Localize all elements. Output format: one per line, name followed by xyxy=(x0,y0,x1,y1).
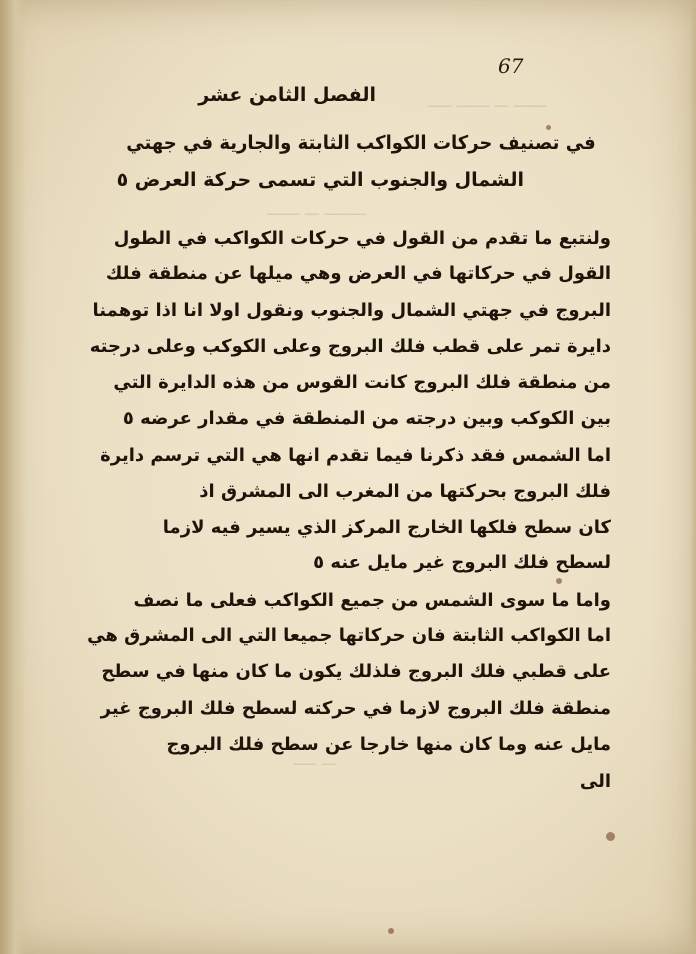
bleed-through: ـــــــ ـــ ـــــــــ xyxy=(266,200,366,219)
body-line-6: بين الكوكب وبين درجته من المنطقة في مقدار عرضه ٥ xyxy=(122,408,611,429)
body-line-9: كان سطح فلكها الخارج المركز الذي يسير فيه لازما xyxy=(162,517,611,538)
body-line-12: اما الكواكب الثابتة فان حركاتها جميعا التي الى المشرق هي xyxy=(87,625,611,646)
body-line-13: على قطبي فلك البروج فلذلك يكون ما كان منها في سطح xyxy=(101,661,611,682)
body-line-1: ولنتبع ما تقدم من القول في حركات الكواكب في الطول xyxy=(113,228,611,249)
heading-line-1: في تصنيف حركات الكواكب الثابتة والجارية في جهتي xyxy=(126,132,596,154)
page-gutter xyxy=(0,0,26,954)
ink-spot xyxy=(546,125,551,130)
body-line-15: مايل عنه وما كان منها خارجا عن سطح فلك البروج xyxy=(166,734,611,755)
page-edge xyxy=(690,0,696,954)
body-line-4: دايرة تمر على قطب فلك البروج وعلى الكوكب وعلى درجته xyxy=(89,336,611,357)
page-number: 67 xyxy=(498,54,524,78)
body-line-16: الى xyxy=(579,771,611,792)
ink-spot xyxy=(556,578,562,584)
ink-spot xyxy=(606,832,615,841)
chapter-title: الفصل الثامن عشر xyxy=(198,84,376,106)
ink-spot xyxy=(388,928,394,934)
bleed-through: ـــــ ـــ xyxy=(293,750,336,769)
body-line-2: القول في حركاتها في العرض وهي ميلها عن منطقة فلك xyxy=(105,263,611,284)
body-line-5: من منطقة فلك البروج كانت القوس من هذه الدايرة التي xyxy=(113,372,611,393)
body-line-10: لسطح فلك البروج غير مايل عنه ٥ xyxy=(313,552,611,573)
body-line-7: اما الشمس فقد ذكرنا فيما تقدم انها هي التي ترسم دايرة xyxy=(100,445,611,466)
body-line-8: فلك البروج بحركتها من المغرب الى المشرق اذ xyxy=(199,481,611,502)
body-line-3: البروج في جهتي الشمال والجنوب ونقول اولا انا اذا توهمنا xyxy=(92,300,611,321)
body-line-14: منطقة فلك البروج لازما في حركته لسطح فلك البروج غير xyxy=(100,698,611,719)
heading-line-2: الشمال والجنوب التي تسمى حركة العرض ٥ xyxy=(116,169,524,191)
bleed-through: ـــــ ـــــــ ـــ ـــــــ xyxy=(427,92,546,111)
body-line-11: واما ما سوى الشمس من جميع الكواكب فعلى ما نصف xyxy=(133,590,611,611)
